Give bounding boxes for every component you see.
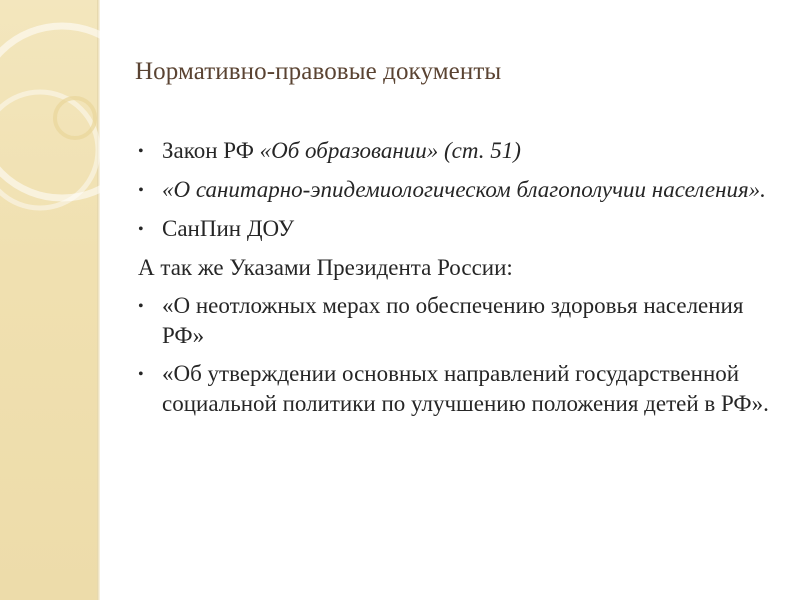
content-list bbox=[138, 136, 778, 427]
list-item-law-education bbox=[138, 136, 778, 166]
list-item-sanitary: • «О санитарно-эпидемиологическом благополучии населения». bbox=[138, 175, 778, 205]
list-item-social-policy: • «Об утверждении основных направлений государственной социальной политики по улучшению положения детей в РФ». bbox=[138, 359, 778, 418]
list-item-presidential-decrees: А так же Указами Президента России: bbox=[138, 255, 513, 280]
list-item-sanpin: • СанПин ДОУ bbox=[138, 214, 778, 244]
list-item-italic-text: «Об образовании» (ст. 51) bbox=[259, 138, 521, 163]
slide-title: Нормативно-правовые документы bbox=[135, 58, 502, 85]
list-item-text: Закон РФ bbox=[162, 138, 260, 163]
list-item-urgent-measures: • «О неотложных мерах по обеспечению здоровья населения РФ» bbox=[138, 291, 778, 350]
